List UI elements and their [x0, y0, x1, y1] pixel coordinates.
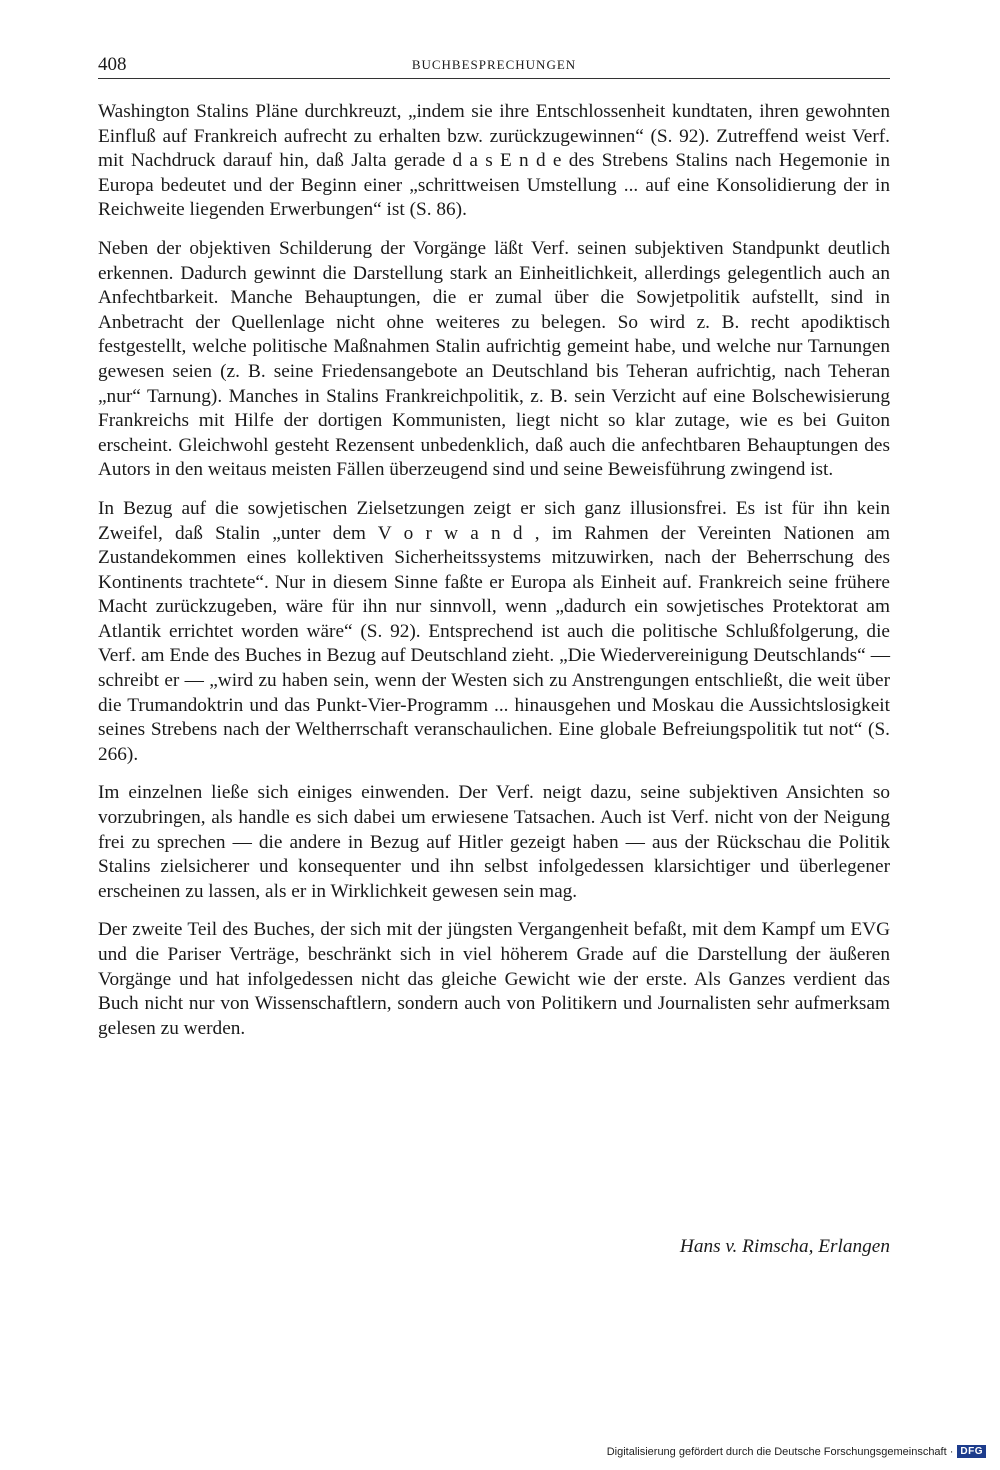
- page-number: 408: [98, 54, 127, 75]
- running-head: BUCHBESPRECHUNGEN: [411, 57, 577, 72]
- paragraph: Neben der objektiven Schilderung der Vorgänge läßt Verf. seinen subjektiven Standpunkt deutlich erkennen. Dadurch gewinnt die Darstellung stark an Einheitlichkeit, allerdings gelegentlich auch an Anfechtbarkeit. Manche Behauptungen, die er zumal über die Sowjetpolitik aufstellt, sind in Anbetracht der Quellenlage nicht ohne weiteres zu belegen. So wird z. B. recht apodiktisch festgestellt, welche politische Maßnahmen Stalin aufrichtig gemeint habe, und welche nur Tarnungen gewesen seien (z. B. seine Friedensangebote an Deutschland bis Teheran aufrichtig, nach Teheran „nur“ Tarnung). Manches in Stalins Frankreichpolitik, z. B. sein Verzicht auf eine Bolschewisierung Frankreichs mit Hilfe der dortigen Kommunisten, liegt nicht so klar zutage, wie es bei Guiton erscheint. Gleichwohl gesteht Rezensent unbedenklich, daß auch die anfechtbaren Behauptungen des Autors in den weitaus meisten Fällen überzeugend sind und seine Beweisführung zwingend ist.: [98, 237, 890, 481]
- paragraph: In Bezug auf die sowjetischen Zielsetzungen zeigt er sich ganz illusionsfrei. Es ist für ihn kein Zweifel, daß Stalin „unter dem V o r w a n d , im Rahmen der Vereinten Nationen am Zustandekommen eines kollektiven Sicherheitssystems mitzuwirken, nach der Beherrschung des Kontinents trachtete“. Nur in diesem Sinne faßte er Europa als Einheit auf. Frankreich seine frühere Macht zurückzugeben, wäre für ihn nur sinnvoll, wenn „dadurch ein sowjetisches Protektorat am Atlantik errichtet worden wäre“ (S. 92). Entsprechend ist auch die politische Schlußfolgerung, die Verf. am Ende des Buches in Bezug auf Deutschland zieht. „Die Wiedervereinigung Deutschlands“ — schreibt er — „wird zu haben sein, wenn der Westen sich zu Anstrengungen entschließt, die weit über die Trumandoktrin und das Punkt-Vier-Programm ... hinausgehen und Moskau die Aussichtslosigkeit seines Strebens nach der Weltherrschaft veranschaulichen. Eine globale Befreiungspolitik tut not“ (S. 266).: [98, 497, 890, 765]
- paragraph: Der zweite Teil des Buches, der sich mit der jüngsten Vergangenheit befaßt, mit dem Kampf um EVG und die Pariser Verträge, beschränkt sich in viel höherem Grade auf die Darstellung der äußeren Vorgänge und hat infolgedessen nicht das gleiche Gewicht wie der erste. Als Ganzes verdient das Buch nicht nur von Wissenschaftlern, sondern auch von Politikern und Journalisten sehr aufmerksam gelesen zu werden.: [98, 919, 890, 1039]
- paragraph: Im einzelnen ließe sich einiges einwenden. Der Verf. neigt dazu, seine subjektiven Ansichten so vorzubringen, als handle es sich dabei um erwiesene Tatsachen. Auch ist Verf. nicht von der Neigung frei zu sprechen — die andere in Bezug auf Hitler gezeigt haben — aus der Rückschau die Politik Stalins zielsicherer und konsequenter und ihn selbst infolgedessen klarsichtiger und überlegener erscheinen zu lassen, als er in Wirklichkeit gewesen sein mag.: [98, 782, 890, 902]
- reviewer-signature: Hans v. Rimscha, Erlangen: [679, 1236, 890, 1257]
- paragraph: Washington Stalins Pläne durchkreuzt, „indem sie ihre Entschlossenheit kundtaten, ihren gewohnten Einfluß auf Frankreich aufrecht zu erhalten bzw. zurückzugewinnen“ (S. 92). Zutreffend weist Verf. mit Nachdruck darauf hin, daß Jalta gerade d a s E n d e des Strebens Stalins nach Hegemonie in Europa bedeutet und der Beginn einer „schrittweisen Umstellung ... auf eine Konsolidierung der in Reichweite liegenden Erwerbungen“ ist (S. 86).: [98, 101, 890, 221]
- credit-text: Digitalisierung gefördert durch die Deutsche Forschungsgemeinschaft ·: [606, 1445, 954, 1458]
- dfg-logo: DFG: [957, 1445, 986, 1458]
- page-header: [98, 52, 890, 79]
- review-body: [98, 100, 890, 1055]
- digitization-credit: [607, 1445, 986, 1458]
